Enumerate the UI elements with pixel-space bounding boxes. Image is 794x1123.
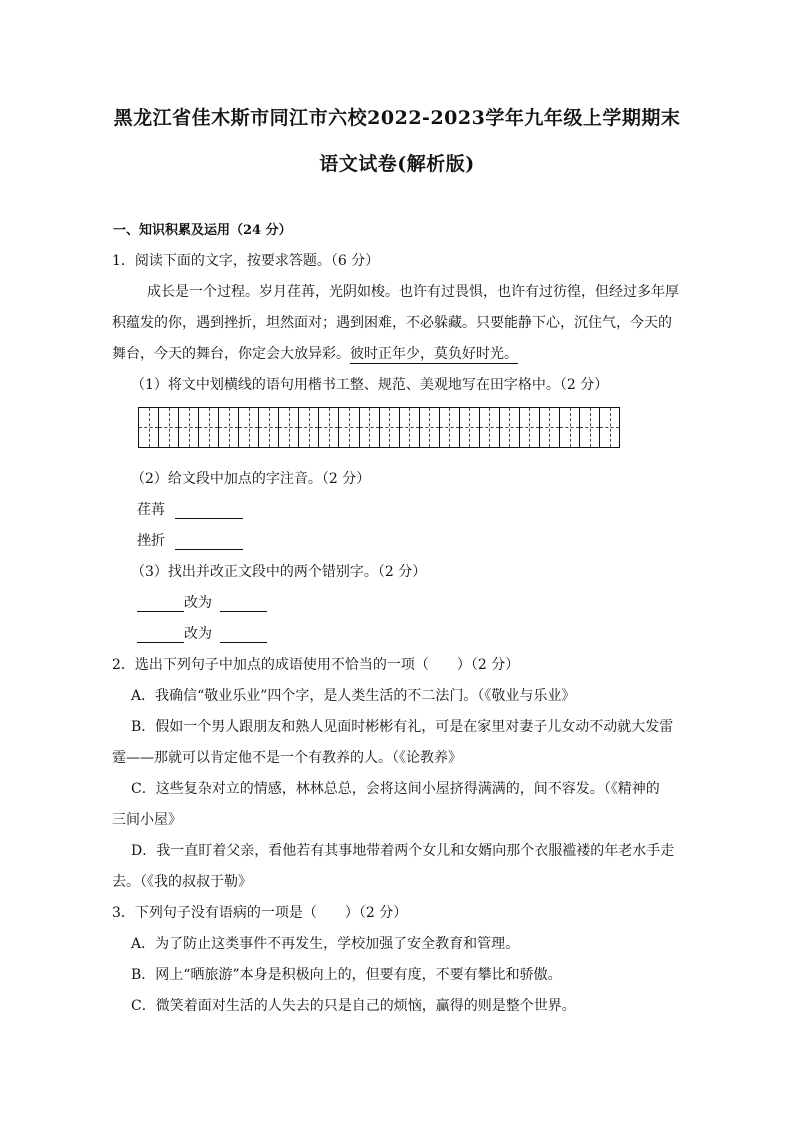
q1-word1: 荏苒 (137, 502, 165, 518)
q1-sub3: （3）找出并改正文段中的两个错别字。（2 分） (131, 564, 427, 580)
q2-option-b-line1: B．假如一个男人跟朋友和熟人见面时彬彬有礼，可是在家里对妻子儿女动不动就大发雷 (131, 719, 674, 735)
q1-word2: 挫折 (137, 533, 165, 549)
q1-stem: 1．阅读下面的文字，按要求答题。（6 分） (112, 253, 380, 269)
section-heading: 一、知识积累及运用（24 分） (113, 223, 292, 238)
tianzige-cell[interactable] (299, 408, 319, 447)
q1-passage-line2: 积蕴发的你，遇到挫折，坦然面对；遇到困难，不必躲藏。只要能静下心，沉住气，今天的 (112, 315, 672, 331)
tianzige-cell[interactable] (580, 408, 600, 447)
q3-option-b: B．网上“晒旅游”本身是积极向上的，但要有度，不要有攀比和骄傲。 (131, 967, 562, 983)
q1-passage-line3 (112, 343, 518, 363)
q3-option-a: A．为了防止这类事件不再发生，学校加强了安全教育和管理。 (131, 936, 520, 952)
tianzige-cell[interactable] (319, 408, 339, 447)
q1-change-label2: 改为 (184, 626, 212, 642)
tianzige-cell[interactable] (219, 408, 239, 447)
tianzige-cell[interactable] (420, 408, 440, 447)
tianzige-cell[interactable] (460, 408, 480, 447)
q2-option-c-line1: C．这些复杂对立的情感，林林总总，会将这间小屋挤得满满的，间不容发。（《精神的 (131, 781, 660, 797)
q3-stem: 3．下列句子没有语病的一项是（ ）（2 分） (112, 905, 408, 921)
tianzige-cell[interactable] (199, 408, 219, 447)
tianzige-cell[interactable] (179, 408, 199, 447)
q1-sub1: （1）将文中划横线的语句用楷书工整、规范、美观地写在田字格中。（2 分） (131, 377, 609, 393)
q3-option-c: C．微笑着面对生活的人失去的只是自己的烦恼，赢得的则是整个世界。 (131, 998, 576, 1014)
q2-option-d-line2: 去。（《我的叔叔于勒》 (112, 874, 252, 890)
tianzige-cell[interactable] (400, 408, 420, 447)
q2-stem: 2．选出下列句子中加点的成语使用不恰当的一项（ ）（2 分） (112, 657, 520, 673)
tianzige-cell[interactable] (500, 408, 520, 447)
q1-underlined-sentence: 彼时正年少，莫负好时光。 (350, 346, 518, 362)
tianzige-cell[interactable] (380, 408, 400, 447)
tianzige-cell[interactable] (540, 408, 560, 447)
tianzige-cell[interactable] (560, 408, 580, 447)
tianzige-cell[interactable] (139, 408, 159, 447)
q2-option-c-line2: 三间小屋》 (112, 812, 182, 828)
tianzige-cell[interactable] (339, 408, 359, 447)
q1-correction-row2 (137, 623, 267, 643)
q2-option-d-line1: D．我一直盯着父亲，看他若有其事地带着两个女儿和女婿向那个衣服褴褛的年老水手走 (131, 843, 675, 859)
q1-wrong-char2-blank[interactable] (137, 628, 184, 643)
tianzige-cell[interactable] (259, 408, 279, 447)
tianzige-cell[interactable] (600, 408, 619, 447)
tianzige-grid[interactable] (138, 407, 620, 448)
q1-change-label1: 改为 (184, 595, 212, 611)
tianzige-cell[interactable] (239, 408, 259, 447)
tianzige-cell[interactable] (480, 408, 500, 447)
tianzige-cell[interactable] (440, 408, 460, 447)
exam-title-line1: 黑龙江省佳木斯市同江市六校2022-2023学年九年级上学期期末 (113, 107, 681, 129)
tianzige-cell[interactable] (360, 408, 380, 447)
q1-word1-row (137, 499, 243, 519)
q1-word1-answer-blank[interactable] (175, 504, 243, 519)
tianzige-cell[interactable] (279, 408, 299, 447)
q1-word2-answer-blank[interactable] (175, 535, 243, 550)
q1-word2-row (137, 530, 243, 550)
q1-sub2: （2）给文段中加点的字注音。（2 分） (131, 471, 371, 487)
q2-option-b-line2: 霆——那就可以肯定他不是一个有教养的人。（《论教养》 (112, 750, 462, 766)
q2-option-a: A．我确信“敬业乐业”四个字，是人类生活的不二法门。（《敬业与乐业》 (131, 688, 576, 704)
q1-correct-char1-blank[interactable] (220, 597, 267, 612)
tianzige-cell[interactable] (520, 408, 540, 447)
q1-correct-char2-blank[interactable] (220, 628, 267, 643)
q1-passage-line3-text: 舞台，今天的舞台，你定会大放异彩。 (112, 346, 350, 362)
exam-title-line2: 语文试卷(解析版) (319, 153, 475, 175)
q1-wrong-char1-blank[interactable] (137, 597, 184, 612)
q1-correction-row1 (137, 592, 267, 612)
q1-passage-line1: 成长是一个过程。岁月荏苒，光阴如梭。也许有过畏惧，也许有过彷徨，但经过多年厚 (147, 284, 679, 300)
tianzige-cell[interactable] (159, 408, 179, 447)
